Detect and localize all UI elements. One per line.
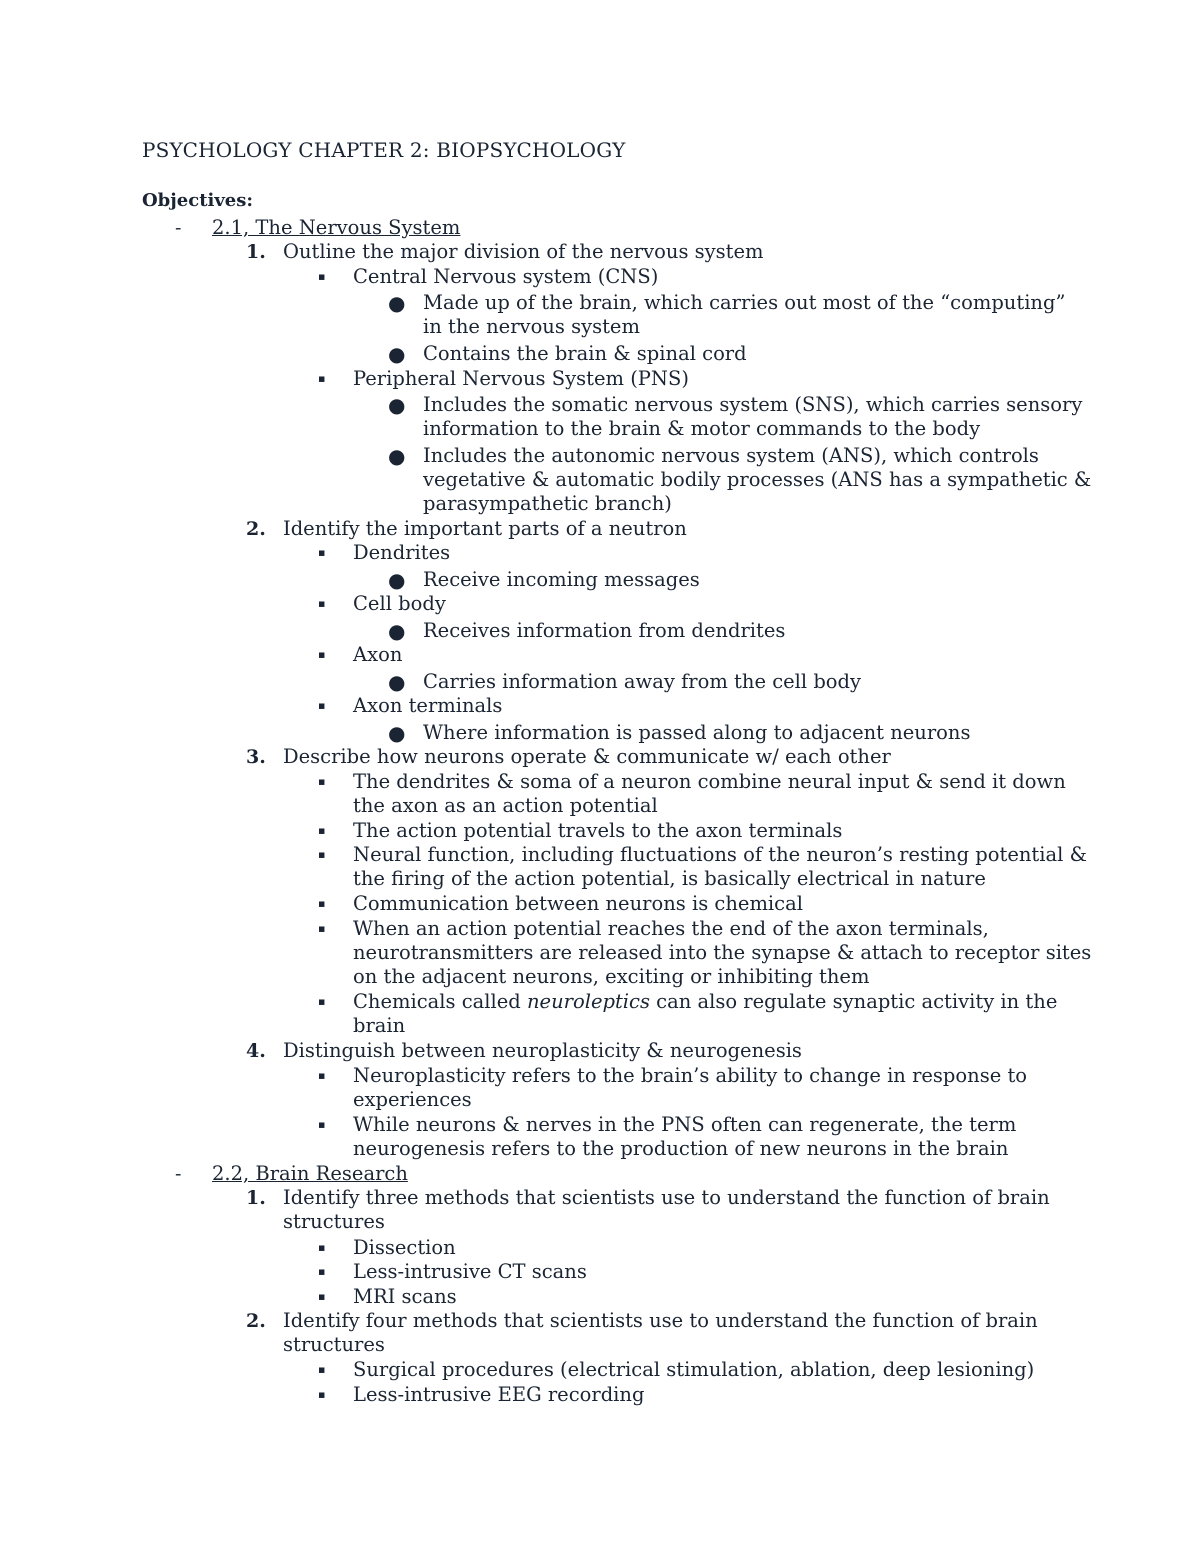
list-number: 1.	[246, 241, 266, 263]
square-bullet: ▪	[318, 995, 326, 1008]
dot-bullet: ●	[388, 619, 406, 643]
list-number: 2.	[246, 1310, 266, 1332]
page-title: PSYCHOLOGY CHAPTER 2: BIOPSYCHOLOGY	[142, 138, 626, 162]
square-bullet: ▪	[318, 597, 326, 610]
dot-bullet: ●	[388, 444, 406, 468]
list-number: 4.	[246, 1040, 266, 1062]
square-bullet: ▪	[318, 897, 326, 910]
square-bullet: ▪	[318, 1118, 326, 1131]
list-item-continuation: experiences	[353, 1088, 472, 1111]
text-fragment: Chemicals called	[353, 990, 527, 1013]
list-item: Carries information away from the cell body	[423, 670, 862, 693]
list-item: Made up of the brain, which carries out most of the “computing”	[423, 291, 1066, 314]
section-heading-brain-research: 2.2, Brain Research	[212, 1162, 408, 1185]
list-item-continuation: information to the brain & motor commands to the body	[423, 417, 981, 440]
square-bullet: ▪	[318, 1388, 326, 1401]
section-heading-nervous-system: 2.1, The Nervous System	[212, 216, 461, 239]
list-item: Peripheral Nervous System (PNS)	[353, 367, 689, 390]
list-item: While neurons & nerves in the PNS often can regenerate, the term	[353, 1113, 1017, 1136]
objective-item-continuation: structures	[283, 1333, 385, 1356]
list-item: Axon	[353, 643, 403, 666]
emphasis-term: neuroleptics	[526, 990, 650, 1013]
dot-bullet: ●	[388, 568, 406, 592]
list-item: Receive incoming messages	[423, 568, 700, 591]
objective-item: Identify the important parts of a neutron	[283, 517, 687, 540]
list-item: The action potential travels to the axon terminals	[353, 819, 843, 842]
list-item: Surgical procedures (electrical stimulation, ablation, deep lesioning)	[353, 1358, 1035, 1381]
list-number: 1.	[246, 1187, 266, 1209]
objective-item: Outline the major division of the nervous system	[283, 240, 764, 263]
list-item-continuation: neurogenesis refers to the production of new neurons in the brain	[353, 1137, 1009, 1160]
list-item: Contains the brain & spinal cord	[423, 342, 747, 365]
list-item: Neural function, including fluctuations of the neuron’s resting potential &	[353, 843, 1087, 866]
list-item: Less-intrusive CT scans	[353, 1260, 587, 1283]
square-bullet: ▪	[318, 648, 326, 661]
list-number: 3.	[246, 746, 266, 768]
dot-bullet: ●	[388, 721, 406, 745]
square-bullet: ▪	[318, 1241, 326, 1254]
list-item: The dendrites & soma of a neuron combine neural input & send it down	[353, 770, 1066, 793]
square-bullet: ▪	[318, 922, 326, 935]
list-item: When an action potential reaches the end of the axon terminals,	[353, 917, 989, 940]
dash-bullet: -	[175, 217, 182, 239]
list-item-continuation: neurotransmitters are released into the synapse & attach to receptor sites	[353, 941, 1092, 964]
list-item: Dendrites	[353, 541, 451, 564]
square-bullet: ▪	[318, 1290, 326, 1303]
list-item: Communication between neurons is chemical	[353, 892, 803, 915]
list-item-continuation: parasympathetic branch)	[423, 492, 672, 515]
list-item: Central Nervous system (CNS)	[353, 265, 659, 288]
objective-item: Identify four methods that scientists use to understand the function of brain	[283, 1309, 1038, 1332]
list-item-continuation: vegetative & automatic bodily processes (ANS has a sympathetic &	[423, 468, 1092, 491]
square-bullet: ▪	[318, 848, 326, 861]
list-item: Where information is passed along to adjacent neurons	[423, 721, 971, 744]
objective-item: Describe how neurons operate & communicate w/ each other	[283, 745, 891, 768]
square-bullet: ▪	[318, 699, 326, 712]
square-bullet: ▪	[318, 270, 326, 283]
list-item: Receives information from dendrites	[423, 619, 786, 642]
square-bullet: ▪	[318, 546, 326, 559]
list-item: MRI scans	[353, 1285, 457, 1308]
list-item: Dissection	[353, 1236, 456, 1259]
dot-bullet: ●	[388, 342, 406, 366]
square-bullet: ▪	[318, 372, 326, 385]
square-bullet: ▪	[318, 1363, 326, 1376]
list-item	[353, 990, 1057, 1014]
list-item: Includes the somatic nervous system (SNS), which carries sensory	[423, 393, 1083, 416]
square-bullet: ▪	[318, 824, 326, 837]
dot-bullet: ●	[388, 670, 406, 694]
list-item-continuation: in the nervous system	[423, 315, 640, 338]
list-item: Less-intrusive EEG recording	[353, 1383, 645, 1406]
list-item: Neuroplasticity refers to the brain’s ability to change in response to	[353, 1064, 1028, 1087]
list-item: Axon terminals	[353, 694, 503, 717]
objectives-heading: Objectives:	[142, 190, 254, 211]
square-bullet: ▪	[318, 1265, 326, 1278]
list-item-continuation: on the adjacent neurons, exciting or inhibiting them	[353, 965, 870, 988]
objective-item: Distinguish between neuroplasticity & neurogenesis	[283, 1039, 802, 1062]
objective-item-continuation: structures	[283, 1210, 385, 1233]
list-item: Includes the autonomic nervous system (ANS), which controls	[423, 444, 1039, 467]
square-bullet: ▪	[318, 1069, 326, 1082]
dot-bullet: ●	[388, 393, 406, 417]
list-number: 2.	[246, 518, 266, 540]
text-fragment: can also regulate synaptic activity in the	[649, 990, 1058, 1013]
dot-bullet: ●	[388, 291, 406, 315]
list-item: Cell body	[353, 592, 446, 615]
list-item-continuation: the axon as an action potential	[353, 794, 658, 817]
list-item-continuation: the firing of the action potential, is basically electrical in nature	[353, 867, 986, 890]
list-item-continuation: brain	[353, 1014, 406, 1037]
dash-bullet: -	[175, 1163, 182, 1185]
objective-item: Identify three methods that scientists use to understand the function of brain	[283, 1186, 1050, 1209]
square-bullet: ▪	[318, 775, 326, 788]
